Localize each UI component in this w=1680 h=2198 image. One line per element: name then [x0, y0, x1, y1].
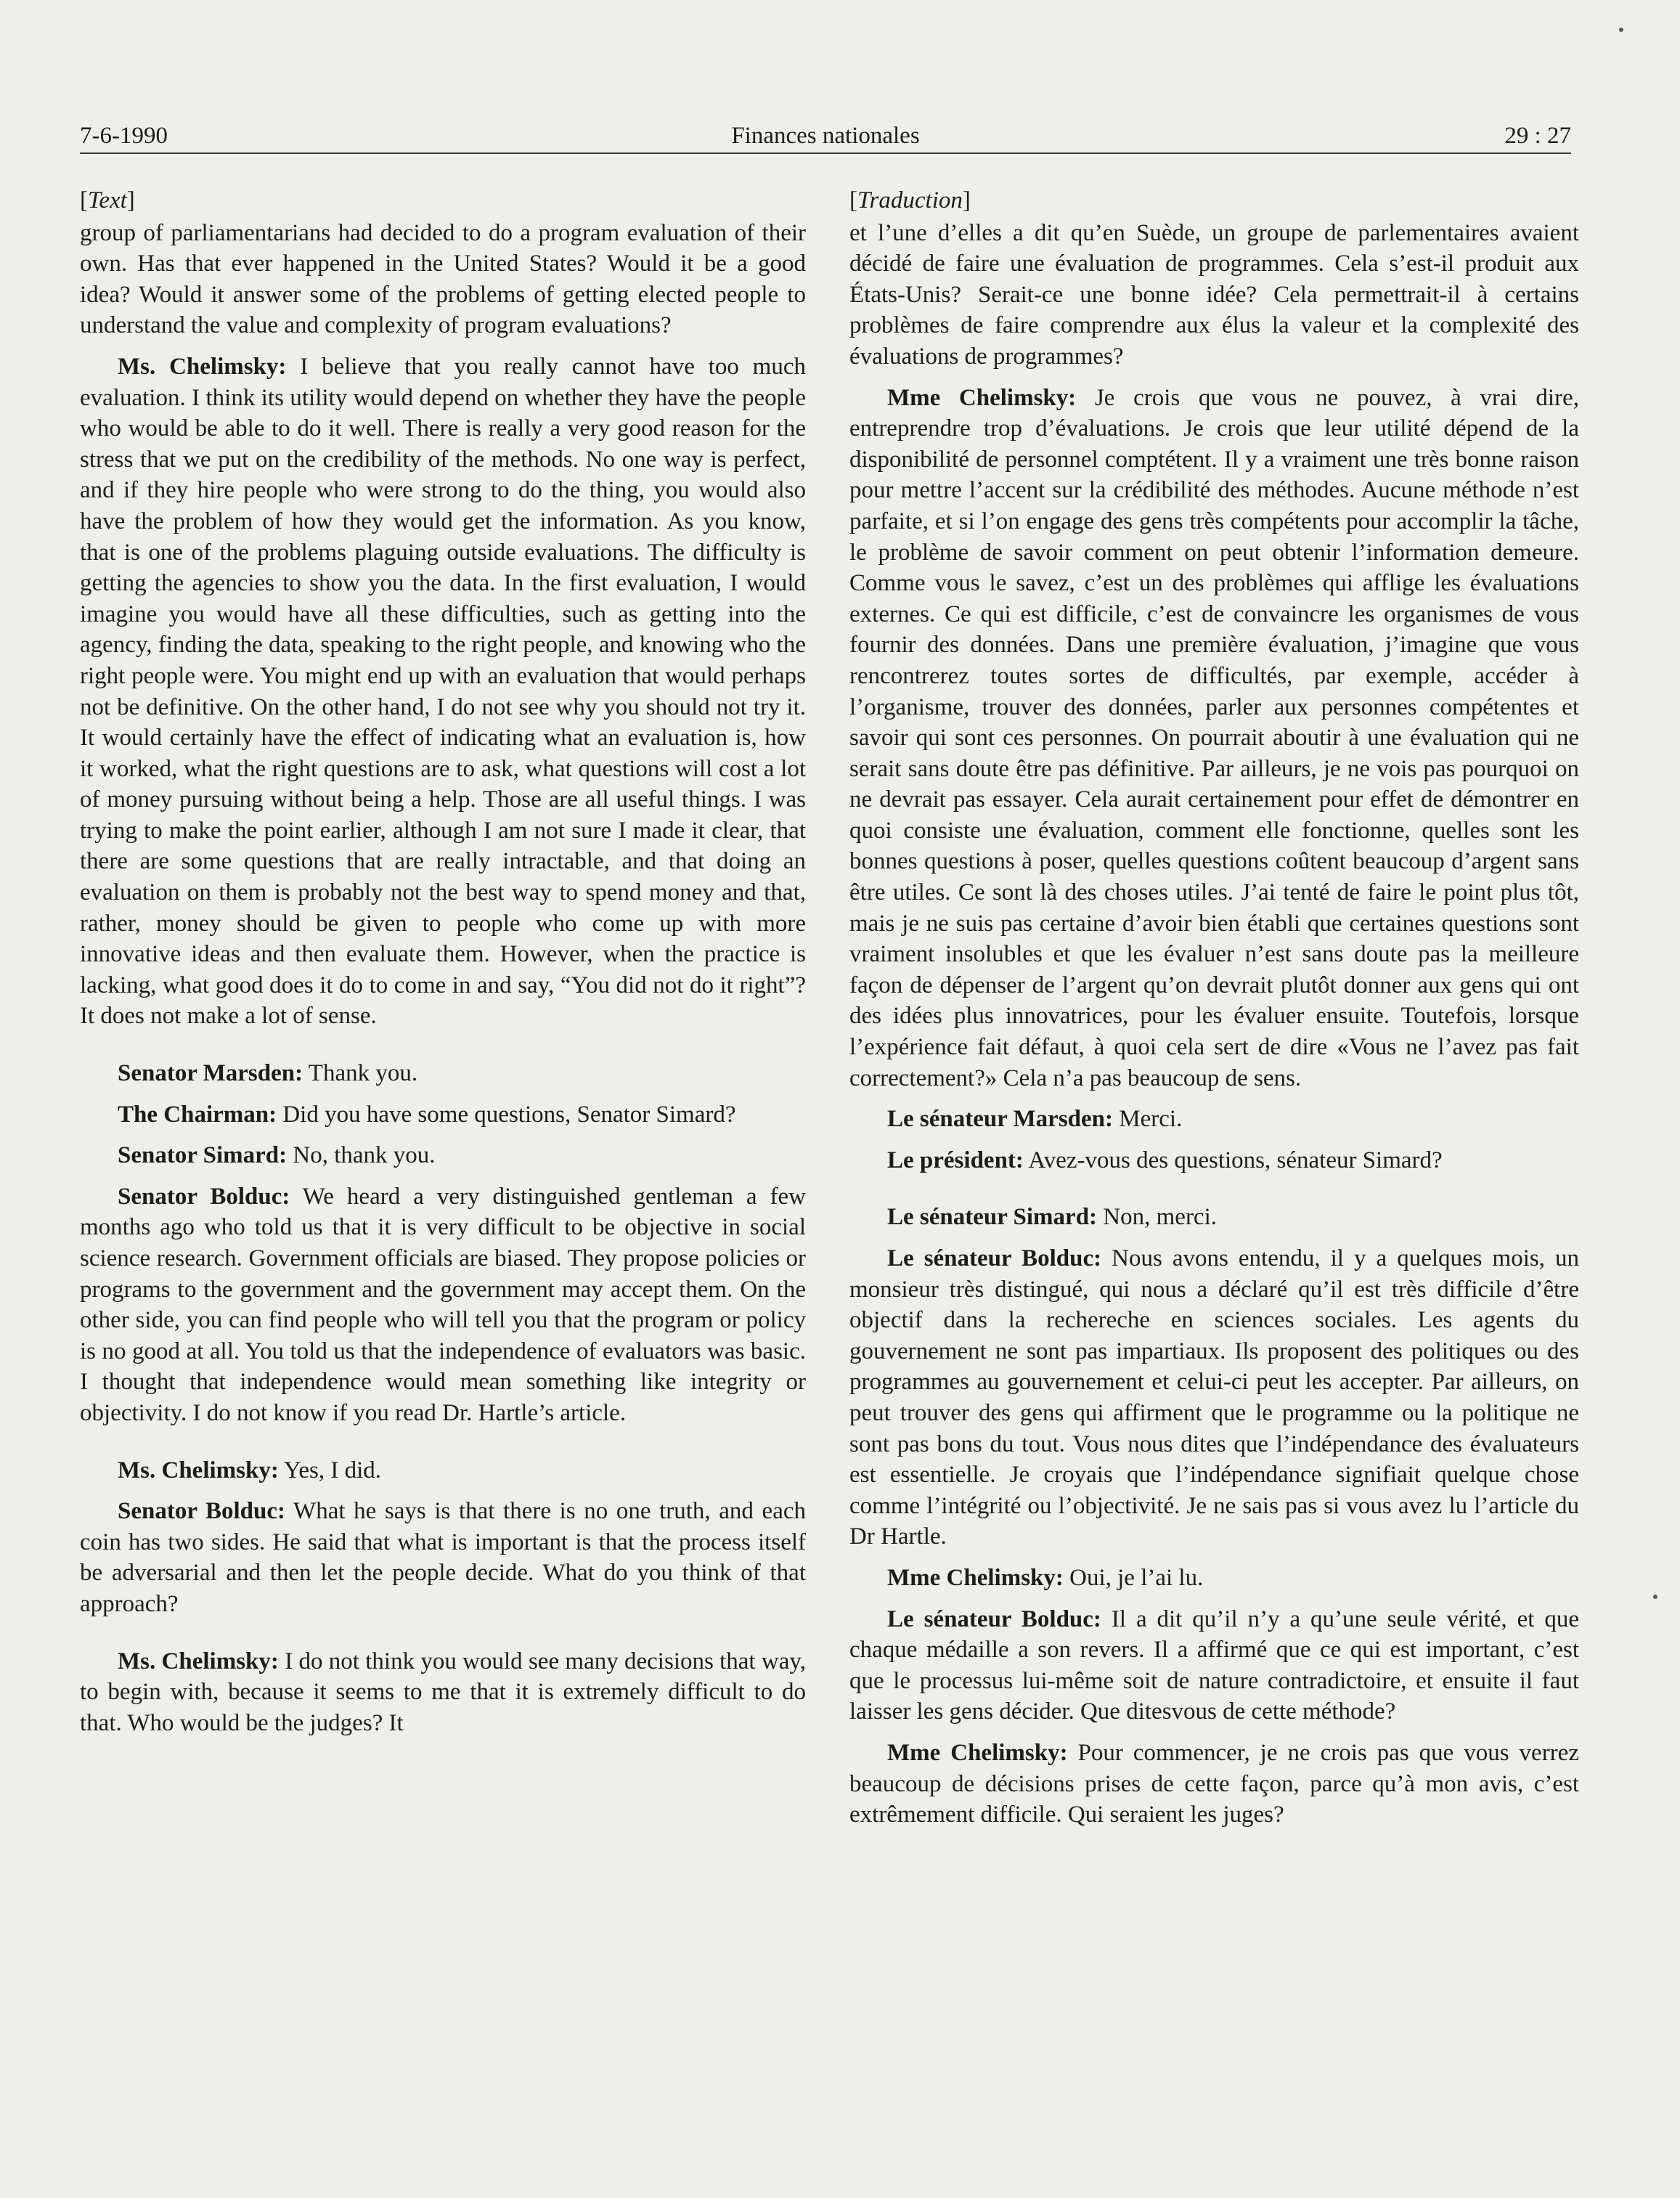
column-language-label: [Traduction] — [849, 187, 971, 213]
dialogue-paragraph — [849, 1145, 1579, 1176]
speaker-name: Le sénateur Bolduc: — [887, 1605, 1101, 1632]
paragraph-text: I do not think you would see many decisions that way, to begin with, because it seems to me that it is extremely difficult to do that. Who would be the judges? It — [80, 1648, 806, 1736]
dialogue-paragraph — [80, 1455, 806, 1486]
dialogue-paragraph — [80, 1646, 806, 1739]
paragraph-text: Non, merci. — [1103, 1204, 1217, 1231]
paragraph-text: Avez-vous des questions, sénateur Simard? — [1028, 1147, 1443, 1173]
scan-speck — [1619, 28, 1623, 32]
speaker-name: Le sénateur Marsden: — [887, 1106, 1114, 1133]
dialogue-paragraph — [80, 1140, 806, 1171]
english-column — [80, 185, 806, 1749]
dialogue-paragraph — [80, 1181, 806, 1429]
dialogue-paragraph — [849, 1202, 1579, 1233]
speaker-name: Le sénateur Simard: — [887, 1204, 1098, 1231]
paragraph-text: Pour commencer, je ne crois pas que vous verrez beaucoup de décisions prises de cette façon, parce qu’à mon avis, c’est extrêmement difficile. Qui seraient les juges? — [849, 1739, 1579, 1828]
paragraph-text: Il a dit qu’il n’y a qu’une seule vérité, et que chaque médaille a son revers. Il a affirmé que ce qui est important, c’est que le processus lui-même soit de nature contradictoire, et ensuite il faut laisser les gens décider. Que ditesvous de cette méthode? — [849, 1605, 1580, 1725]
paragraph-text: I believe that you really cannot have too much evaluation. I think its utility would depend on whether they have the people who would be able to do it well. There is really a very good reason for the stress that we put on the credibility of the methods. No one way is perfect, and if they hire people who were strong to do the thing, you would also have the problem of how they would get the information. As you know, that is one of the problems plaguing outside evaluations. The difficulty is getting the agencies to show you the data. In the first evaluation, I would imagine you would have all these difficulties, such as getting into the agency, finding the data, speaking to the right people, and knowing who the right people were. You might end up with an evaluation that would perhaps not be definitive. On the other hand, I do not see why you should not try it. It would certainly have the effect of indicating what an evaluation is, how it worked, what the right questions are to ask, what questions will cost a lot of money pursuing without being a help. Those are all useful things. I was trying to make the point earlier, although I am not sure I made it clear, that there are some questions that are really intractable, and that doing an evaluation on them is probably not the best way to spend money and that, rather, money should be given to people who come up with more innovative ideas and then evaluate them. However, when the practice is lacking, what good does it do to come in and say, “You did not do it right”? It does not make a lot of sense. — [80, 353, 806, 1030]
dialogue-paragraph — [849, 1563, 1579, 1594]
dialogue-paragraph — [80, 351, 806, 1032]
speaker-name: Le président: — [887, 1147, 1024, 1173]
speaker-name: Senator Simard: — [118, 1142, 288, 1169]
paragraph-text: What he says is that there is no one truth, and each coin has two sides. He said that what is important is that the process itself be adversarial and then let the people decide. What do you think of that approach? — [80, 1498, 806, 1617]
speaker-name: The Chairman: — [118, 1101, 277, 1128]
paragraph-text: We heard a very distinguished gentleman a few months ago who told us that it is very difficult to be objective in social science research. Government officials are biased. They propose policies or programs to the government and the government may accept them. On the other side, you can find people who will tell you that the program or policy is no good at all. You told us that the independence of evaluators was basic. I thought that independence would mean something like integrity or objectivity. I do not know if you read Dr. Hartle’s article. — [80, 1183, 806, 1426]
dialogue-paragraph — [849, 218, 1579, 373]
header-title: Finances nationales — [731, 123, 920, 149]
speaker-name: Mme Chelimsky: — [887, 1739, 1068, 1766]
speaker-name: Mme Chelimsky: — [887, 384, 1077, 411]
speaker-name: Ms. Chelimsky: — [118, 1457, 279, 1483]
speaker-name: Senator Marsden: — [118, 1060, 303, 1087]
speaker-name: Ms. Chelimsky: — [118, 1648, 279, 1674]
speaker-name: Ms. Chelimsky: — [118, 353, 287, 380]
paragraph-text: Merci. — [1119, 1106, 1183, 1133]
dialogue-paragraph — [80, 1496, 806, 1619]
paragraph-text: No, thank you. — [293, 1142, 436, 1169]
paragraph-text: Yes, I did. — [283, 1457, 382, 1483]
speaker-name: Mme Chelimsky: — [887, 1564, 1064, 1591]
dialogue-paragraph — [80, 1058, 806, 1089]
column-language-label: [Text] — [80, 187, 135, 213]
dialogue-paragraph — [80, 218, 806, 341]
speaker-name: Senator Bolduc: — [118, 1183, 290, 1210]
dialogue-paragraph — [849, 1104, 1579, 1135]
paragraph-text: Thank you. — [308, 1060, 418, 1087]
paragraph-text: group of parliamentarians had decided to do a program evaluation of their own. Has that ever happened in the United States? Would it be a good idea? Would it answer some of the problems of getting elected people to understand the value and complexity of program evaluations? — [80, 219, 806, 339]
dialogue-paragraph — [849, 383, 1579, 1094]
paragraph-text: Je crois que vous ne pouvez, à vrai dire, entreprendre trop d’évaluations. Je crois que leur utilité dépend de la disponibilité de personnel comptétent. Il y a vraiment une très bonne raison pour mettre l’accent sur la crédibilité des méthodes. Aucune méthode n’est parfaite, et si l’on engage des gens très compétents pour accomplir la tâche, le problème de savoir comment on peut obtenir l’information demeure. Comme vous le savez, c’est un des problèmes qui afflige les évaluations externes. Ce qui est difficile, c’est de convaincre les organismes de vous fournir des données. Dans une première évaluation, j’imagine que vous rencontrerez toutes sortes de difficultés, par exemple, accéder à l’organisme, trouver des données, parler aux personnes compétentes et savoir qui sont ces personnes. On pourrait aboutir à une évaluation qui ne serait sans doute être pas définitive. Par ailleurs, je ne vois pas pourquoi on ne devrait pas essayer. Cela aurait certainement pour effet de démontrer en quoi consiste une évaluation, comment elle fonctionne, quelles sont les bonnes questions à poser, quelles questions coûtent beaucoup d’argent sans être utiles. Ce sont là des choses utiles. J’ai tenté de faire le point plus tôt, mais je ne suis pas certaine d’avoir bien établi que certaines questions sont vraiment insolubles et que les évaluer n’est sans doute pas la meilleure façon de dépenser de l’argent qu’on devrait plutôt donner aux gens qui ont des idées plus innovatrices, pour les évaluer ensuite. Toutefois, lorsque l’expérience fait défaut, à quoi cela sert de dire «Vous ne l’avez pas fait correctement?» Cela n’a pas beaucoup de sens. — [849, 384, 1579, 1091]
speaker-name: Le sénateur Bolduc: — [887, 1245, 1102, 1271]
french-paragraphs — [849, 218, 1579, 1831]
english-paragraphs — [80, 218, 806, 1739]
dialogue-paragraph — [849, 1604, 1579, 1727]
dialogue-paragraph — [849, 1738, 1579, 1831]
paragraph-text: et l’une d’elles a dit qu’en Suède, un groupe de parlementaires avaient décidé de faire une évaluation de programmes. Cela s’est-il produit aux États-Unis? Serait-ce une bonne idée? Cela permettrait-il à certains problèmes de faire comprendre aux élus la valeur et la complexité des évaluations de programmes? — [849, 219, 1579, 370]
paragraph-text: Did you have some questions, Senator Simard? — [282, 1101, 736, 1128]
header-date: 7-6-1990 — [80, 123, 168, 149]
page-header — [80, 109, 1571, 154]
french-column — [849, 185, 1579, 1841]
dialogue-paragraph — [80, 1099, 806, 1131]
header-page-number: 29 : 27 — [1504, 123, 1571, 149]
scan-speck — [1653, 1595, 1657, 1599]
paragraph-text: Oui, je l’ai lu. — [1069, 1564, 1204, 1591]
dialogue-paragraph — [849, 1243, 1579, 1552]
speaker-name: Senator Bolduc: — [118, 1498, 286, 1525]
paragraph-text: Nous avons entendu, il y a quelques mois, un monsieur très distingué, qui nous a déclaré qu’il est très difficile d’être objectif dans la rechereche en sciences sociales. Les agents du gouvernement ne sont pas impartiaux. Ils proposent des politiques ou des programmes au gouvernement et celui-ci peut les accepter. Par ailleurs, on peut trouver des gens qui affirment que le programme ou la politique ne sont pas bons du tout. Vous nous dites que l’indépendance des évaluateurs est essentielle. Je croyais que l’indépendance signifiait quelque chose comme l’intégrité ou l’objectivité. Je ne sais pas si vous avez lu l’article du Dr Hartle. — [849, 1245, 1579, 1550]
